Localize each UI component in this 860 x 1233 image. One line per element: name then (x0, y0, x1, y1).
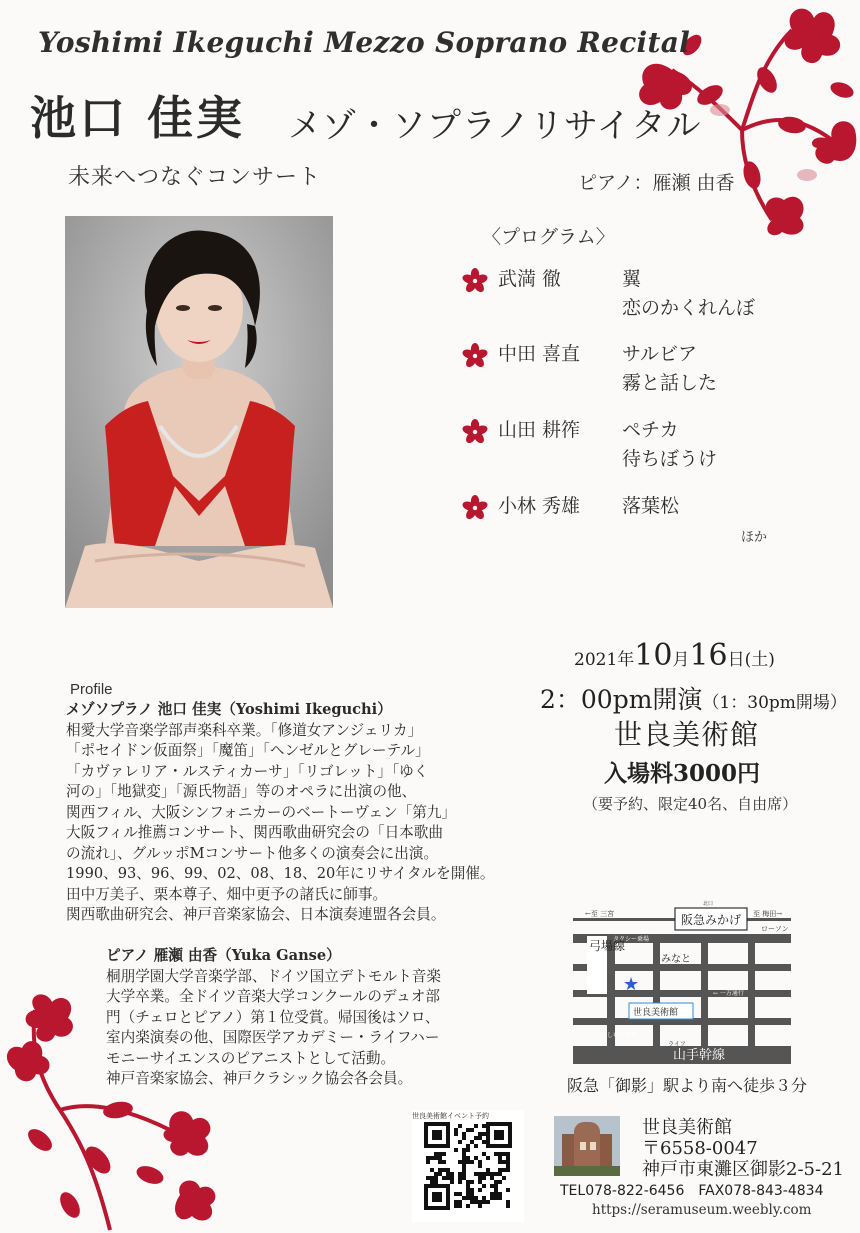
admission-fee: 入場料3000円 (604, 760, 761, 787)
profile-text-line: 相愛大学音楽学部声楽科卒業。「修道女アンジェリカ」 (66, 721, 423, 739)
venue-name: 世良美術館 (614, 718, 760, 751)
composer-name: 小林 秀雄 (498, 495, 581, 517)
contact-address: 神戸市東灘区御影2-5-21 (642, 1159, 844, 1180)
profile-text-line: 大阪フィル推薦コンサート、関西歌曲研究会の「日本歌曲 (66, 824, 443, 841)
profile-text-line: 室内楽演奏の他、国際医学アカデミー・ライフハー (106, 1029, 440, 1046)
map-north-label: 北口 (703, 901, 714, 907)
profile-text-line: 門（チェロとピアノ）第１位受賞。帰国後はソロ、 (106, 1008, 440, 1026)
song-list (622, 416, 842, 474)
date-month: 10 (634, 638, 673, 673)
song-title: 待ちぼうけ (622, 448, 718, 470)
composer-name: 山田 耕筰 (498, 419, 581, 441)
map-taxi-label: タクシー乗場 (613, 936, 650, 943)
access-map (573, 901, 791, 1070)
contact-name: 世良美術館 (642, 1117, 732, 1138)
program-etc: ほか (741, 530, 768, 545)
date-weekday: (土) (744, 650, 775, 670)
program-heading: 〈プログラム〉 (482, 226, 615, 248)
song-title: ペチカ (622, 419, 679, 441)
performer-name: 池口 佳実 (30, 91, 246, 145)
qr-code[interactable] (412, 1110, 524, 1222)
concert-subtitle: 未来へつなぐコンサート (68, 165, 322, 190)
contact-zip: 〒6558-0047 (642, 1138, 758, 1159)
song-list (622, 340, 842, 398)
profile-text-line: 関西歌曲研究会、神戸音楽家協会、日本演奏連盟各会員。 (66, 906, 446, 923)
composer-name: 武満 徹 (498, 268, 562, 290)
flower-bullet-icon (462, 343, 488, 369)
map-main-road-label: 山手幹線 (673, 1048, 726, 1063)
date-day-unit: 日 (727, 650, 745, 670)
song-title: 翼 (622, 268, 642, 290)
map-lawson-label: ローソン (761, 925, 789, 933)
map-east-label: 至 梅田→ (753, 910, 783, 918)
map-oneway-label: ← 一方通行 (713, 990, 744, 997)
profile-text-line: 「カヴァレリア・ルスティカーサ」「リゴレット」「ゆく (66, 762, 429, 780)
flower-bullet-icon (462, 419, 488, 445)
start-time: 2：00pm開演 (540, 685, 703, 714)
date-year: 2021年 (574, 650, 635, 670)
map-minato-label: みなと (661, 954, 691, 965)
flower-bullet-icon (462, 495, 488, 521)
profile-text-line: 神戸音楽家協会、神戸クラシック協会各会員。 (106, 1070, 413, 1087)
pianist-profile (106, 946, 526, 1090)
composer-name: 中田 喜直 (498, 343, 581, 365)
profile-text-line: 関西フィル、大阪シンフォニカーのベートーヴェン「第九」 (66, 803, 457, 821)
song-list (622, 265, 842, 323)
museum-building-image (554, 1116, 620, 1176)
profile-text-line: 田中万美子、栗本尊子、畑中更予の諸氏に師事。 (66, 885, 388, 903)
open-time: （1：30pm開場） (702, 693, 847, 713)
profile-name-line: メゾソプラノ 池口 佳実（Yoshimi Ikeguchi） (66, 701, 392, 718)
profile-text-line: モニーサイエンスのピアニストとして活動。 (106, 1049, 396, 1067)
profile-text-line: 1990、93、96、99、02、08、18、20年にリサイタルを開催。 (66, 865, 495, 882)
access-directions: 阪急「御影」駅より南へ徒歩３分 (567, 1076, 808, 1095)
date-month-unit: 月 (672, 650, 690, 670)
qr-caption: 世良美術館イベント予約 (412, 1112, 489, 1120)
recital-title: メゾ・ソプラノリサイタル (288, 106, 702, 146)
museum-star-icon: ★ (623, 974, 640, 995)
song-title: 霧と話した (622, 372, 718, 394)
map-west-label: ←至 三宮 (585, 910, 615, 918)
profile-text-line: 河の」「地獄変」「源氏物語」等のオペラに出演の他、 (66, 783, 417, 800)
map-cafe-label: にしむら珈琲 (601, 1032, 638, 1039)
map-life-label: ライフ (668, 1041, 686, 1048)
title-english: Yoshimi Ikeguchi Mezzo Soprano Recital (38, 26, 691, 59)
singer-profile (66, 700, 526, 926)
profile-text-line: 桐朋学園大学音楽学部、ドイツ国立デトモルト音楽 (106, 967, 441, 985)
contact-url[interactable]: https://seramuseum.weebly.com (592, 1202, 812, 1218)
reservation-note: （要予約、限定40名、自由席） (583, 795, 798, 813)
performer-photo (65, 216, 333, 608)
event-time (540, 680, 847, 716)
event-date (574, 638, 775, 673)
map-station-label: 阪急みかげ (681, 913, 742, 927)
flower-bullet-icon (462, 268, 488, 294)
profile-text-line: 大学卒業。全ドイツ音楽大学コンクールのデュオ部 (106, 988, 440, 1005)
song-title: 落葉松 (622, 495, 680, 517)
profile-text-line: 「ポセイドン仮面祭」「魔笛」「ヘンゼルとグレーテル」 (66, 742, 430, 759)
map-left-road-label: 弓場線 (589, 939, 626, 953)
profile-name-line: ピアノ 雁瀬 由香（Yuka Ganse） (106, 947, 341, 964)
profile-text-line: の流れ」、グルッポMコンサート他多くの演奏会に出演。 (66, 844, 439, 862)
contact-tel-fax: TEL078-822-6456 FAX078-843-4834 (560, 1183, 824, 1199)
song-list (622, 492, 842, 521)
date-day: 16 (689, 638, 728, 673)
song-title: サルビア (622, 343, 698, 365)
piano-credit: ピアノ：雁瀬 由香 (578, 172, 735, 194)
profile-heading: Profile (70, 681, 113, 698)
map-museum-label: 世良美術館 (633, 1008, 679, 1018)
song-title: 恋のかくれんぼ (622, 297, 756, 319)
